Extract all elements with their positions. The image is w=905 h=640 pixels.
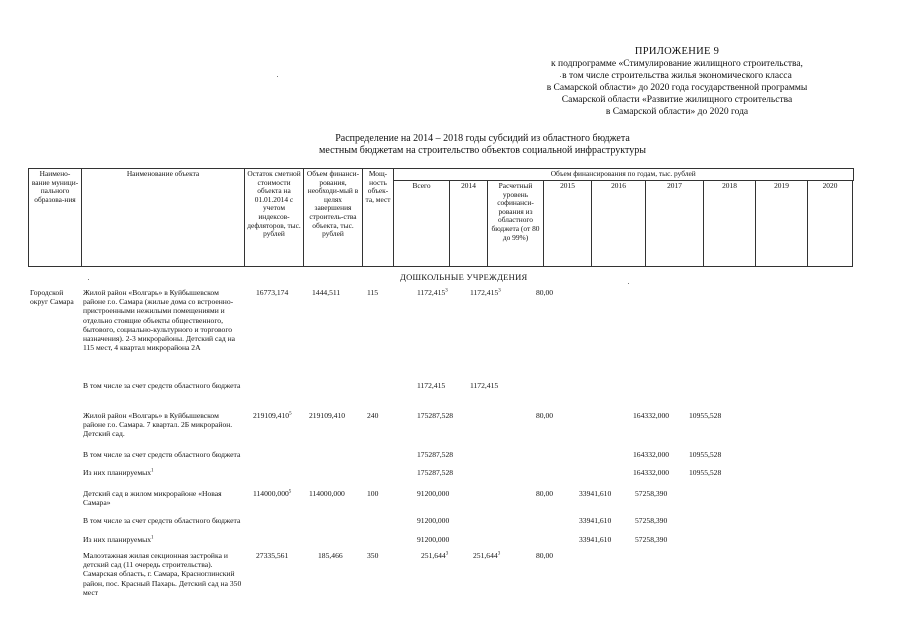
total: 175287,528	[417, 411, 454, 420]
appendix-line: в Самарской области» до 2020 года	[605, 107, 749, 117]
appendix-block	[527, 46, 827, 118]
appendix-line: в Самарской области» до 2020 года государственной программы	[546, 83, 808, 93]
capacity: 115	[367, 288, 379, 297]
year-2016: 164332,000	[633, 468, 670, 477]
total: 175287,528	[417, 450, 454, 459]
object-name: Из них планируемых$^1$	[83, 535, 154, 544]
scan-speck	[88, 279, 89, 280]
col-year-2016: 2016	[592, 181, 646, 267]
financing-volume: 219109,410	[309, 411, 346, 420]
financing-volume: 185,466	[318, 551, 343, 560]
col-financing-by-years: Объем финансирования по годам, тыс. рублей	[394, 169, 854, 181]
scan-speck	[560, 76, 561, 77]
object-name: В том числе за счет средств областного бюджета	[83, 381, 241, 390]
year-2016: 57258,390	[635, 489, 668, 498]
year-2016: 57258,390	[635, 535, 668, 544]
total: 1172,415$^3$	[417, 288, 448, 297]
year-2014: 1172,415	[470, 381, 499, 390]
section-title: ДОШКОЛЬНЫЕ УЧРЕЖДЕНИЯ	[400, 272, 528, 282]
co-financing-rate: 80,00	[536, 411, 554, 420]
col-year-2018: 2018	[704, 181, 756, 267]
co-financing-rate: 80,00	[536, 288, 554, 297]
appendix-heading: ПРИЛОЖЕНИЕ 9	[634, 46, 720, 57]
col-year-2014: 2014	[450, 181, 488, 267]
scan-speck	[628, 283, 629, 284]
remaining-cost: 16773,174	[256, 288, 289, 297]
object-name: Из них планируемых$^1$	[83, 468, 154, 477]
co-financing-rate: 80,00	[536, 551, 554, 560]
remaining-cost: 114000,000$^5$	[253, 489, 292, 498]
total: 91200,000	[417, 535, 450, 544]
col-year-2020: 2020	[808, 181, 853, 267]
year-2014: 1172,415$^3$	[470, 288, 501, 297]
capacity: 350	[367, 551, 379, 560]
remaining-cost: 219109,410$^5$	[253, 411, 292, 420]
year-2017: 10955,528	[689, 411, 722, 420]
appendix-line: в том числе строительства жилья экономического класса	[562, 71, 792, 81]
year-2016: 57258,390	[635, 516, 668, 525]
col-year-2019: 2019	[756, 181, 808, 267]
capacity: 100	[367, 489, 379, 498]
col-year-2017: 2017	[646, 181, 704, 267]
scan-speck	[277, 76, 278, 77]
col-capacity: Мощ-ность объек-та, мест	[363, 169, 394, 267]
col-co-financing: Расчетный уровень софинанси-рования из областного бюджета (от 80 до 99%)	[488, 181, 544, 267]
year-2014: 251,644$^3$	[473, 551, 501, 560]
col-total: Всего	[394, 181, 450, 267]
col-remaining-cost: Остаток сметной стоимости объекта на 01.01.2014 с учетом индексов-дефляторов, тыс. рублей	[245, 169, 304, 267]
col-spacer	[853, 181, 854, 267]
document-title	[30, 133, 905, 157]
table-header	[28, 168, 854, 267]
municipality-name: Городской округ Самара	[30, 288, 74, 307]
col-financing-volume: Объем финанси-рования, необходи-мый в целях завершения строитель-ства объекта, тыс. рублей	[304, 169, 363, 267]
total: 91200,000	[417, 489, 450, 498]
title-line-2: местным бюджетам на строительство объектов социальной инфраструктуры	[319, 145, 646, 156]
title-line-1: Распределение на 2014 – 2018 годы субсидий из областного бюджета	[335, 133, 630, 144]
col-municipality: Наимено-вание муници-пального образова-ния	[29, 169, 82, 267]
year-2017: 10955,528	[689, 450, 722, 459]
financing-volume: 114000,000	[309, 489, 345, 498]
col-year-2015: 2015	[544, 181, 592, 267]
year-2015: 33941,610	[579, 535, 612, 544]
year-2016: 164332,000	[633, 411, 670, 420]
total: 1172,415	[417, 381, 446, 390]
col-object-name: Наименование объекта	[82, 169, 245, 267]
remaining-cost: 27335,561	[256, 551, 289, 560]
appendix-line: к подпрограмме «Стимулирование жилищного строительства,	[551, 59, 803, 69]
year-2016: 164332,000	[633, 450, 670, 459]
object-name: Жилой район «Волгарь» в Куйбышевском районе г.о. Самара. 7 квартал. 2Б микрорайон. Детский сад.	[83, 411, 233, 439]
year-2017: 10955,528	[689, 468, 722, 477]
total: 175287,528	[417, 468, 454, 477]
co-financing-rate: 80,00	[536, 489, 554, 498]
total: 251,644$^3$	[421, 551, 449, 560]
year-2015: 33941,610	[579, 489, 612, 498]
financing-volume: 1444,511	[312, 288, 341, 297]
total: 91200,000	[417, 516, 450, 525]
year-2015: 33941,610	[579, 516, 612, 525]
appendix-line: Самарской области «Развитие жилищного строительства	[561, 95, 793, 105]
object-name: Жилой район «Волгарь» в Куйбышевском районе г.о. Самара (жилые дома со встроенно-пристроенными нежилыми помещениями и отдельно стоящие объекты общественного, бытового, социально-культурного и торгового назначения). 2-3 микрорайоны. Детский сад на 115 мест, 4 квартал микрорайона 2А	[83, 288, 236, 353]
object-name: В том числе за счет средств областного бюджета	[83, 516, 241, 525]
object-name: Детский сад в жилом микрорайоне «Новая Самара»	[83, 489, 222, 508]
object-name: Малоэтажная жилая секционная застройка и детский сад (11 очередь строительства). Самарская область, г. Самара, Красноглинский район, пос. Красный Пахарь. Детский сад на 350 мест	[83, 551, 242, 597]
capacity: 240	[367, 411, 379, 420]
object-name: В том числе за счет средств областного бюджета	[83, 450, 241, 459]
